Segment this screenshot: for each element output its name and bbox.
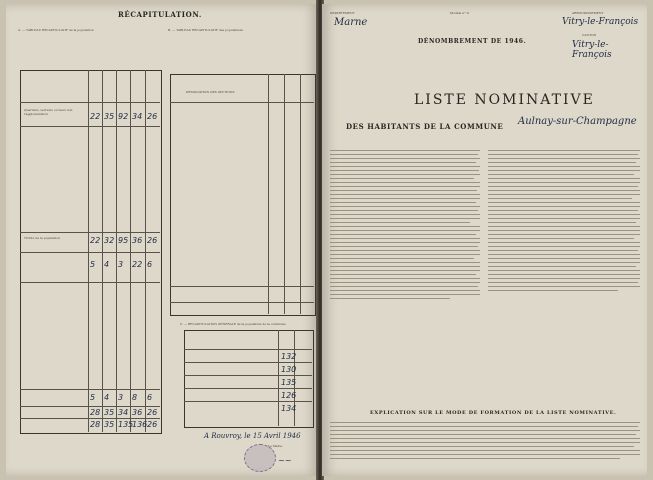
cell-b-1-1: 5	[90, 393, 96, 402]
section-c-heading: C. — RÉCAPITULATION GÉNÉRALE de la population de la commune	[180, 322, 286, 326]
cell-b-2-1: 28	[90, 408, 101, 417]
cell-b-2-4: 36	[132, 408, 143, 417]
cell-a-2-4: 36	[132, 236, 143, 245]
right-page	[322, 4, 647, 476]
cell-b-1-2: 4	[104, 393, 110, 402]
row-label-total: TOTAL de la population	[24, 236, 60, 240]
mayor-label: Le Maire,	[268, 444, 283, 448]
arrondissement-name: Vitry-le-François	[562, 17, 639, 27]
census-title: DÉNOMBREMENT DE 1946.	[418, 38, 527, 45]
cell-a-3-1: 5	[90, 260, 96, 269]
arrondissement-label: ARRONDISSEMENT	[572, 11, 604, 15]
cell-b-1-3: 3	[118, 393, 124, 402]
instructions-right-column	[488, 150, 640, 294]
cell-a-1-4: 34	[132, 112, 143, 121]
cell-a-3-5: 6	[147, 260, 153, 269]
cell-c-3: 135	[281, 378, 297, 387]
list-title: LISTE NOMINATIVE	[414, 92, 595, 108]
section-b-heading: B. — TABLEAU RÉCAPITULATIF des populations	[168, 28, 243, 32]
cell-b-1-5: 6	[147, 393, 153, 402]
cell-b-3-1: 28	[90, 420, 101, 429]
mayor-signature: ~~	[278, 456, 292, 465]
cell-a-2-1: 22	[90, 236, 101, 245]
explanation-heading: EXPLICATION SUR LE MODE DE FORMATION DE LA LISTE NOMINATIVE.	[370, 410, 617, 416]
cell-b-2-2: 35	[104, 408, 115, 417]
canton-label: CANTON	[582, 33, 597, 37]
cell-c-1: 132	[281, 352, 297, 361]
cell-a-3-2: 4	[104, 260, 110, 269]
cell-a-3-3: 3	[118, 260, 124, 269]
mayor-seal	[244, 444, 276, 472]
cell-a-3-4: 22	[132, 260, 143, 269]
cell-b-2-5: 26	[147, 408, 158, 417]
model-number: Modèle n° 9.	[450, 11, 470, 15]
commune-name: Aulnay-sur-Champagne	[518, 116, 637, 127]
recap-title: RÉCAPITULATION.	[118, 10, 202, 19]
canton-name: Vitry-le-François	[572, 40, 612, 60]
cell-c-4: 126	[281, 391, 297, 400]
dept-label: DÉPARTEMENT	[330, 11, 355, 15]
commune-line: DES HABITANTS DE LA COMMUNE	[346, 122, 504, 131]
cell-a-1-2: 35	[104, 112, 115, 121]
cell-b-3-2: 35	[104, 420, 115, 429]
left-page	[6, 4, 318, 476]
cell-c-5: 134	[281, 404, 297, 413]
cell-a-2-2: 32	[104, 236, 115, 245]
explanation-text	[330, 422, 640, 462]
cell-b-1-4: 8	[132, 393, 138, 402]
cell-b-3-3: 135	[118, 420, 134, 429]
cell-b-3-5: 26	[147, 420, 158, 429]
table-b-header: DÉSIGNATION DES SECTIONS	[186, 90, 235, 94]
row-label-1: Quartiers, sections ou lieux non l'agglomération	[24, 108, 73, 116]
section-a-heading: A. — TABLEAU RÉCAPITULATIF de la population	[18, 28, 94, 32]
cell-a-1-5: 26	[147, 112, 158, 121]
cell-b-2-3: 34	[118, 408, 129, 417]
cell-b-3-4: 136	[132, 420, 148, 429]
cell-a-2-5: 26	[147, 236, 158, 245]
place-date: A Rouvroy, le 15 Avril 1946	[204, 432, 301, 440]
cell-a-1-1: 22	[90, 112, 101, 121]
cell-a-1-3: 92	[118, 112, 129, 121]
table-b	[170, 74, 316, 316]
instructions-left-column	[330, 150, 480, 302]
department-name: Marne	[334, 17, 368, 28]
cell-a-2-3: 95	[118, 236, 129, 245]
cell-c-2: 130	[281, 365, 297, 374]
